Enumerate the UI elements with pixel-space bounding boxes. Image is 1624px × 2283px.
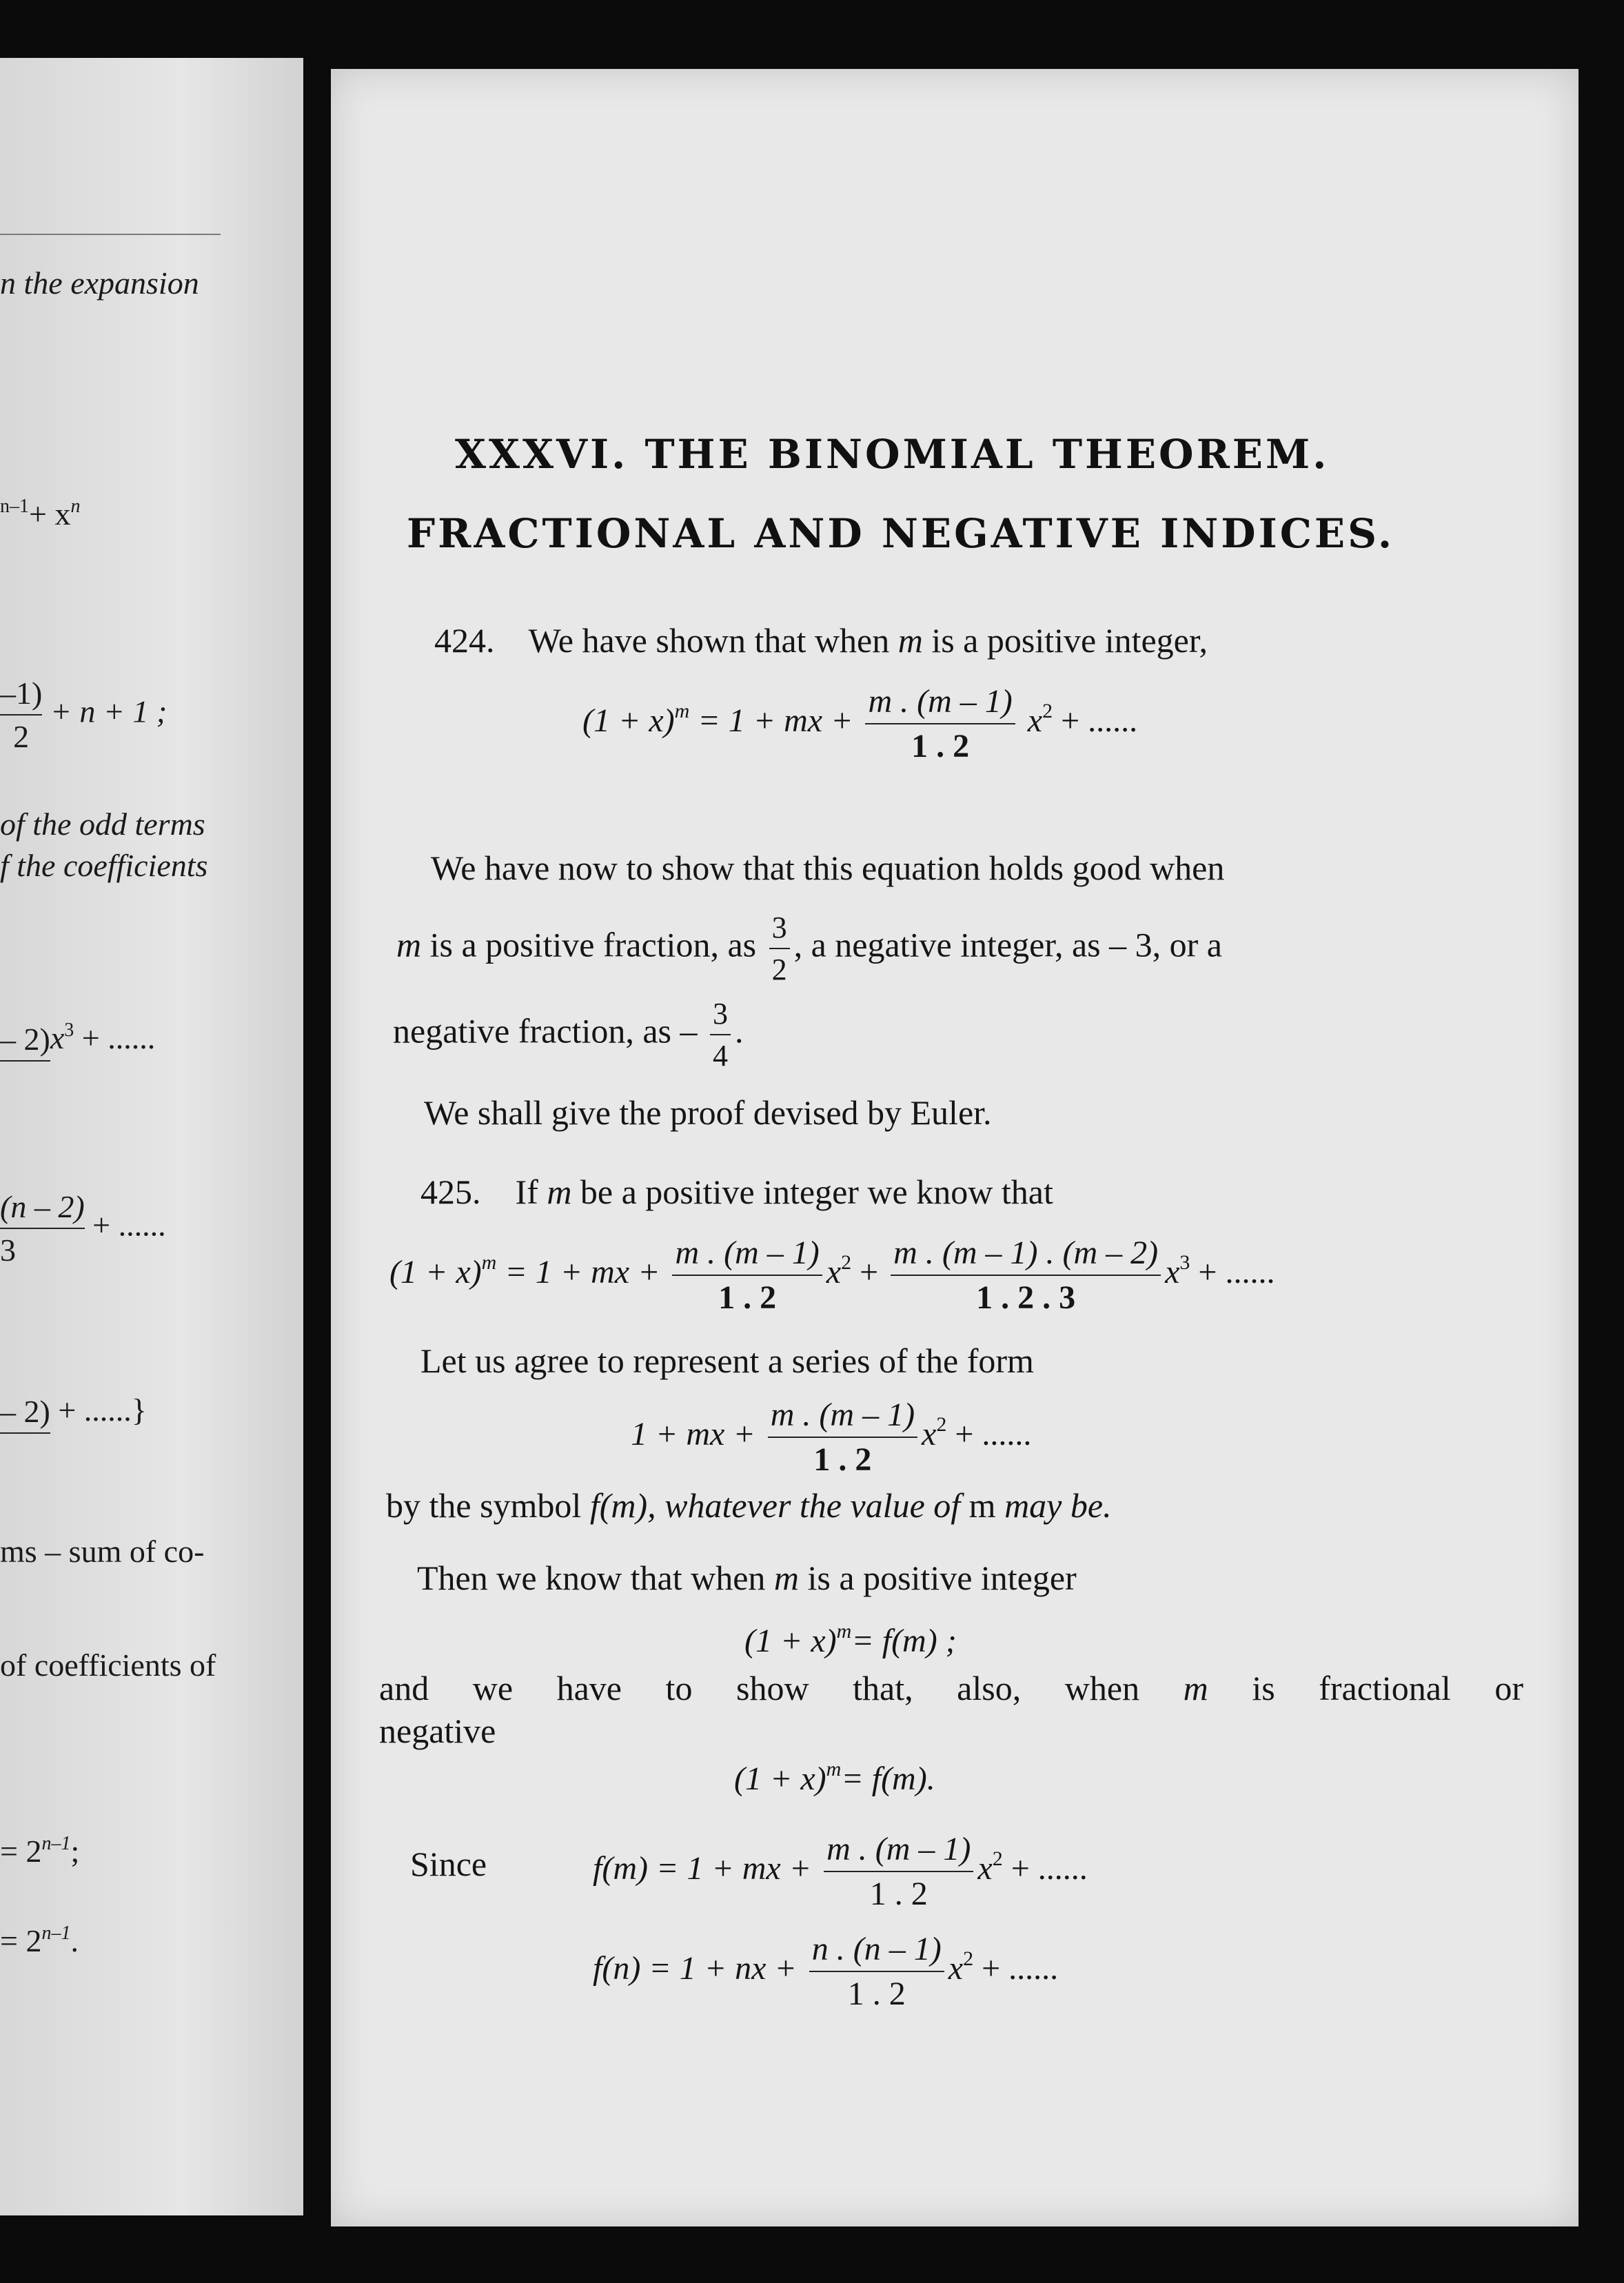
equation-2: $(1 + x)^m = 1$ + mx + $\frac{m . (m - 1)}{1 . 2}$ $x^2$ + $\frac{m . (m - 1) . (m - 2)}{1 . 2 . 3}$ $x^3$ + ...... (389, 1235, 1275, 1316)
left-line-a: $^{n-1}+ x^n$ (0, 496, 81, 531)
book-gutter (303, 55, 331, 2226)
left-line-d: f the coefficients (0, 848, 208, 883)
paragraph-4: by the symbol f(m), whatever the value of m may be. (386, 1486, 1112, 1525)
paragraph-6-line-1: and we have to show that, also, when m is fractional or (379, 1669, 1524, 1707)
chapter-title: XXXVI. THE BINOMIAL THEOREM. (455, 431, 1330, 478)
equation-6: f(m) = 1 + mx + $\frac{m . (m - 1)}{1 . 2}$ $x^2$ + ...... (593, 1831, 1088, 1912)
paragraph-424: 424. We have shown that when m is a positive integer, (434, 621, 1208, 660)
paragraph-1-line-1: We have now to show that this equation holds good when (431, 849, 1225, 887)
equation-5: $(1 + x)^m= f(m)$. (734, 1758, 935, 1797)
left-line-expansion: n the expansion (0, 265, 199, 301)
since-label: Since (410, 1845, 487, 1883)
left-line-g: – 2) + ......} (0, 1392, 147, 1434)
paragraph-5: Then we know that when m is a positive integer (417, 1559, 1077, 1597)
paragraph-425: 425. If m be a positive integer we know that (420, 1173, 1053, 1211)
paragraph-1-line-2: m is a positive fraction, as $\frac{3}{2}$ , a negative integer, as – 3, or a (396, 911, 1222, 986)
equation-7: f(n) = 1 + nx + $\frac{n . (n - 1)}{1 . 2}$ $x^2$ + ...... (593, 1931, 1059, 2012)
left-line-j: = $2^{n-1}$; (0, 1833, 80, 1869)
equation-4: $(1 + x)^m= f(m)$ ; (744, 1620, 957, 1659)
paragraph-1-line-3: negative fraction, as – $\frac{3}{4}$ . (393, 997, 744, 1073)
left-line-h: ms – sum of co- (0, 1534, 205, 1569)
left-line-e: – $2)x^3$ + ...... (0, 1019, 155, 1062)
divider-rule (0, 234, 221, 235)
equation-3: 1 + mx + $\frac{m . (m - 1)}{1 . 2}$ $x^2$ + ...... (631, 1397, 1032, 1478)
current-page (331, 69, 1579, 2226)
equation-1: $(1 + x)^m = 1$ + mx + $\frac{m . (m - 1)}{1 . 2}$ $x^2$ + ...... (582, 683, 1138, 764)
left-line-c: of the odd terms (0, 806, 205, 842)
previous-page-fragment (0, 58, 303, 2215)
paragraph-3: Let us agree to represent a series of the form (420, 1341, 1034, 1380)
left-line-b: $\frac{-1)}{2}$ + n + 1 ; (0, 676, 168, 754)
paragraph-2: We shall give the proof devised by Euler. (424, 1093, 992, 1132)
left-line-i: of coefficients of (0, 1647, 216, 1683)
left-line-k: = $2^{n-1}$. (0, 1922, 79, 1958)
chapter-subtitle: FRACTIONAL AND NEGATIVE INDICES. (407, 510, 1395, 557)
paragraph-6-line-2: negative (379, 1712, 496, 1750)
left-line-f: $\frac{(n - 2)}{3}$ + ...... (0, 1189, 166, 1268)
